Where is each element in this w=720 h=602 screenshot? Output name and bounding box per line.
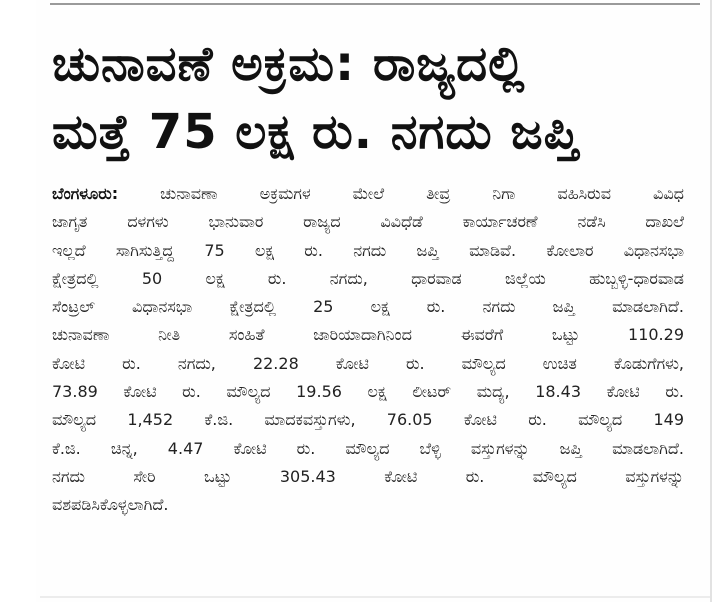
body-line-6: ಚುನಾವಣಾ ನೀತಿ ಸಂಹಿತೆ ಜಾರಿಯಾದಾಗಿನಿಂದ ಈವರೆಗೆ ಒಟ್ಟು 110.29: [52, 325, 684, 345]
right-page-edge: [710, 0, 712, 602]
bottom-page-edge: [40, 596, 710, 598]
article-headline: [52, 30, 692, 166]
headline-line-2: ಮತ್ತೆ 75 ಲಕ್ಷ ರು. ನಗದು ಜಪ್ತಿ: [52, 104, 580, 160]
body-line-11: ನಗದು ಸೇರಿ ಒಟ್ಟು 305.43 ಕೋಟಿ ರು. ಮೌಲ್ಯದ ವಸ್ತುಗಳನ್ನು: [52, 466, 684, 486]
body-line-1: [52, 180, 684, 208]
top-divider-rule: [50, 3, 700, 5]
body-line-2: ಜಾಗೃತ ದಳಗಳು ಭಾನುವಾರ ರಾಜ್ಯದ ವಿವಿಧೆಡೆ ಕಾರ್ಯಾಚರಣೆ ನಡೆಸಿ ದಾಖಲೆ: [52, 212, 684, 232]
headline-line-1: ಚುನಾವಣೆ ಅಕ್ರಮ: ರಾಜ್ಯದಲ್ಲಿ: [52, 36, 526, 92]
body-line-5: ಸೆಂಟ್ರಲ್ ವಿಧಾನಸಭಾ ಕ್ಷೇತ್ರದಲ್ಲಿ 25 ಲಕ್ಷ ರು. ನಗದು ಜಪ್ತಿ ಮಾಡಲಾಗಿದೆ.: [52, 297, 684, 317]
body-line-7: ಕೋಟಿ ರು. ನಗದು, 22.28 ಕೋಟಿ ರು. ಮೌಲ್ಯದ ಉಚಿತ ಕೊಡುಗೆಗಳು,: [52, 353, 684, 373]
body-line-10: ಕೆ.ಜಿ. ಚಿನ್ನ, 4.47 ಕೋಟಿ ರು. ಮೌಲ್ಯದ ಬೆಳ್ಳಿ ವಸ್ತುಗಳನ್ನು ಜಪ್ತಿ ಮಾಡಲಾಗಿದೆ.: [52, 438, 684, 458]
body-line-8: 73.89 ಕೋಟಿ ರು. ಮೌಲ್ಯದ 19.56 ಲಕ್ಷ ಲೀಟರ್ ಮದ್ಯ, 18.43 ಕೋಟಿ ರು.: [52, 382, 684, 402]
body-line-1-text: ಚುನಾವಣಾ ಅಕ್ರಮಗಳ ಮೇಲೆ ತೀವ್ರ ನಿಗಾ ವಹಿಸಿರುವ ವಿವಿಧ: [118, 184, 684, 203]
body-line-9: ಮೌಲ್ಯದ 1,452 ಕೆ.ಜಿ. ಮಾದಕವಸ್ತುಗಳು, 76.05 ಕೋಟಿ ರು. ಮೌಲ್ಯದ 149: [52, 410, 684, 430]
body-line-12: ವಶಪಡಿಸಿಕೊಳ್ಳಲಾಗಿದೆ.: [52, 495, 169, 515]
body-line-4: ಕ್ಷೇತ್ರದಲ್ಲಿ 50 ಲಕ್ಷ ರು. ನಗದು, ಧಾರವಾಡ ಜಿಲ್ಲೆಯ ಹುಬ್ಬಳ್ಳಿ-ಧಾರವಾಡ: [52, 268, 684, 288]
article-body: [52, 180, 684, 520]
body-line-3: ಇಲ್ಲದೆ ಸಾಗಿಸುತ್ತಿದ್ದ 75 ಲಕ್ಷ ರು. ನಗದು ಜಪ್ತಿ ಮಾಡಿವೆ. ಕೋಲಾರ ವಿಧಾನಸಭಾ: [52, 240, 684, 260]
article-dateline: ಬೆಂಗಳೂರು:: [52, 184, 119, 203]
